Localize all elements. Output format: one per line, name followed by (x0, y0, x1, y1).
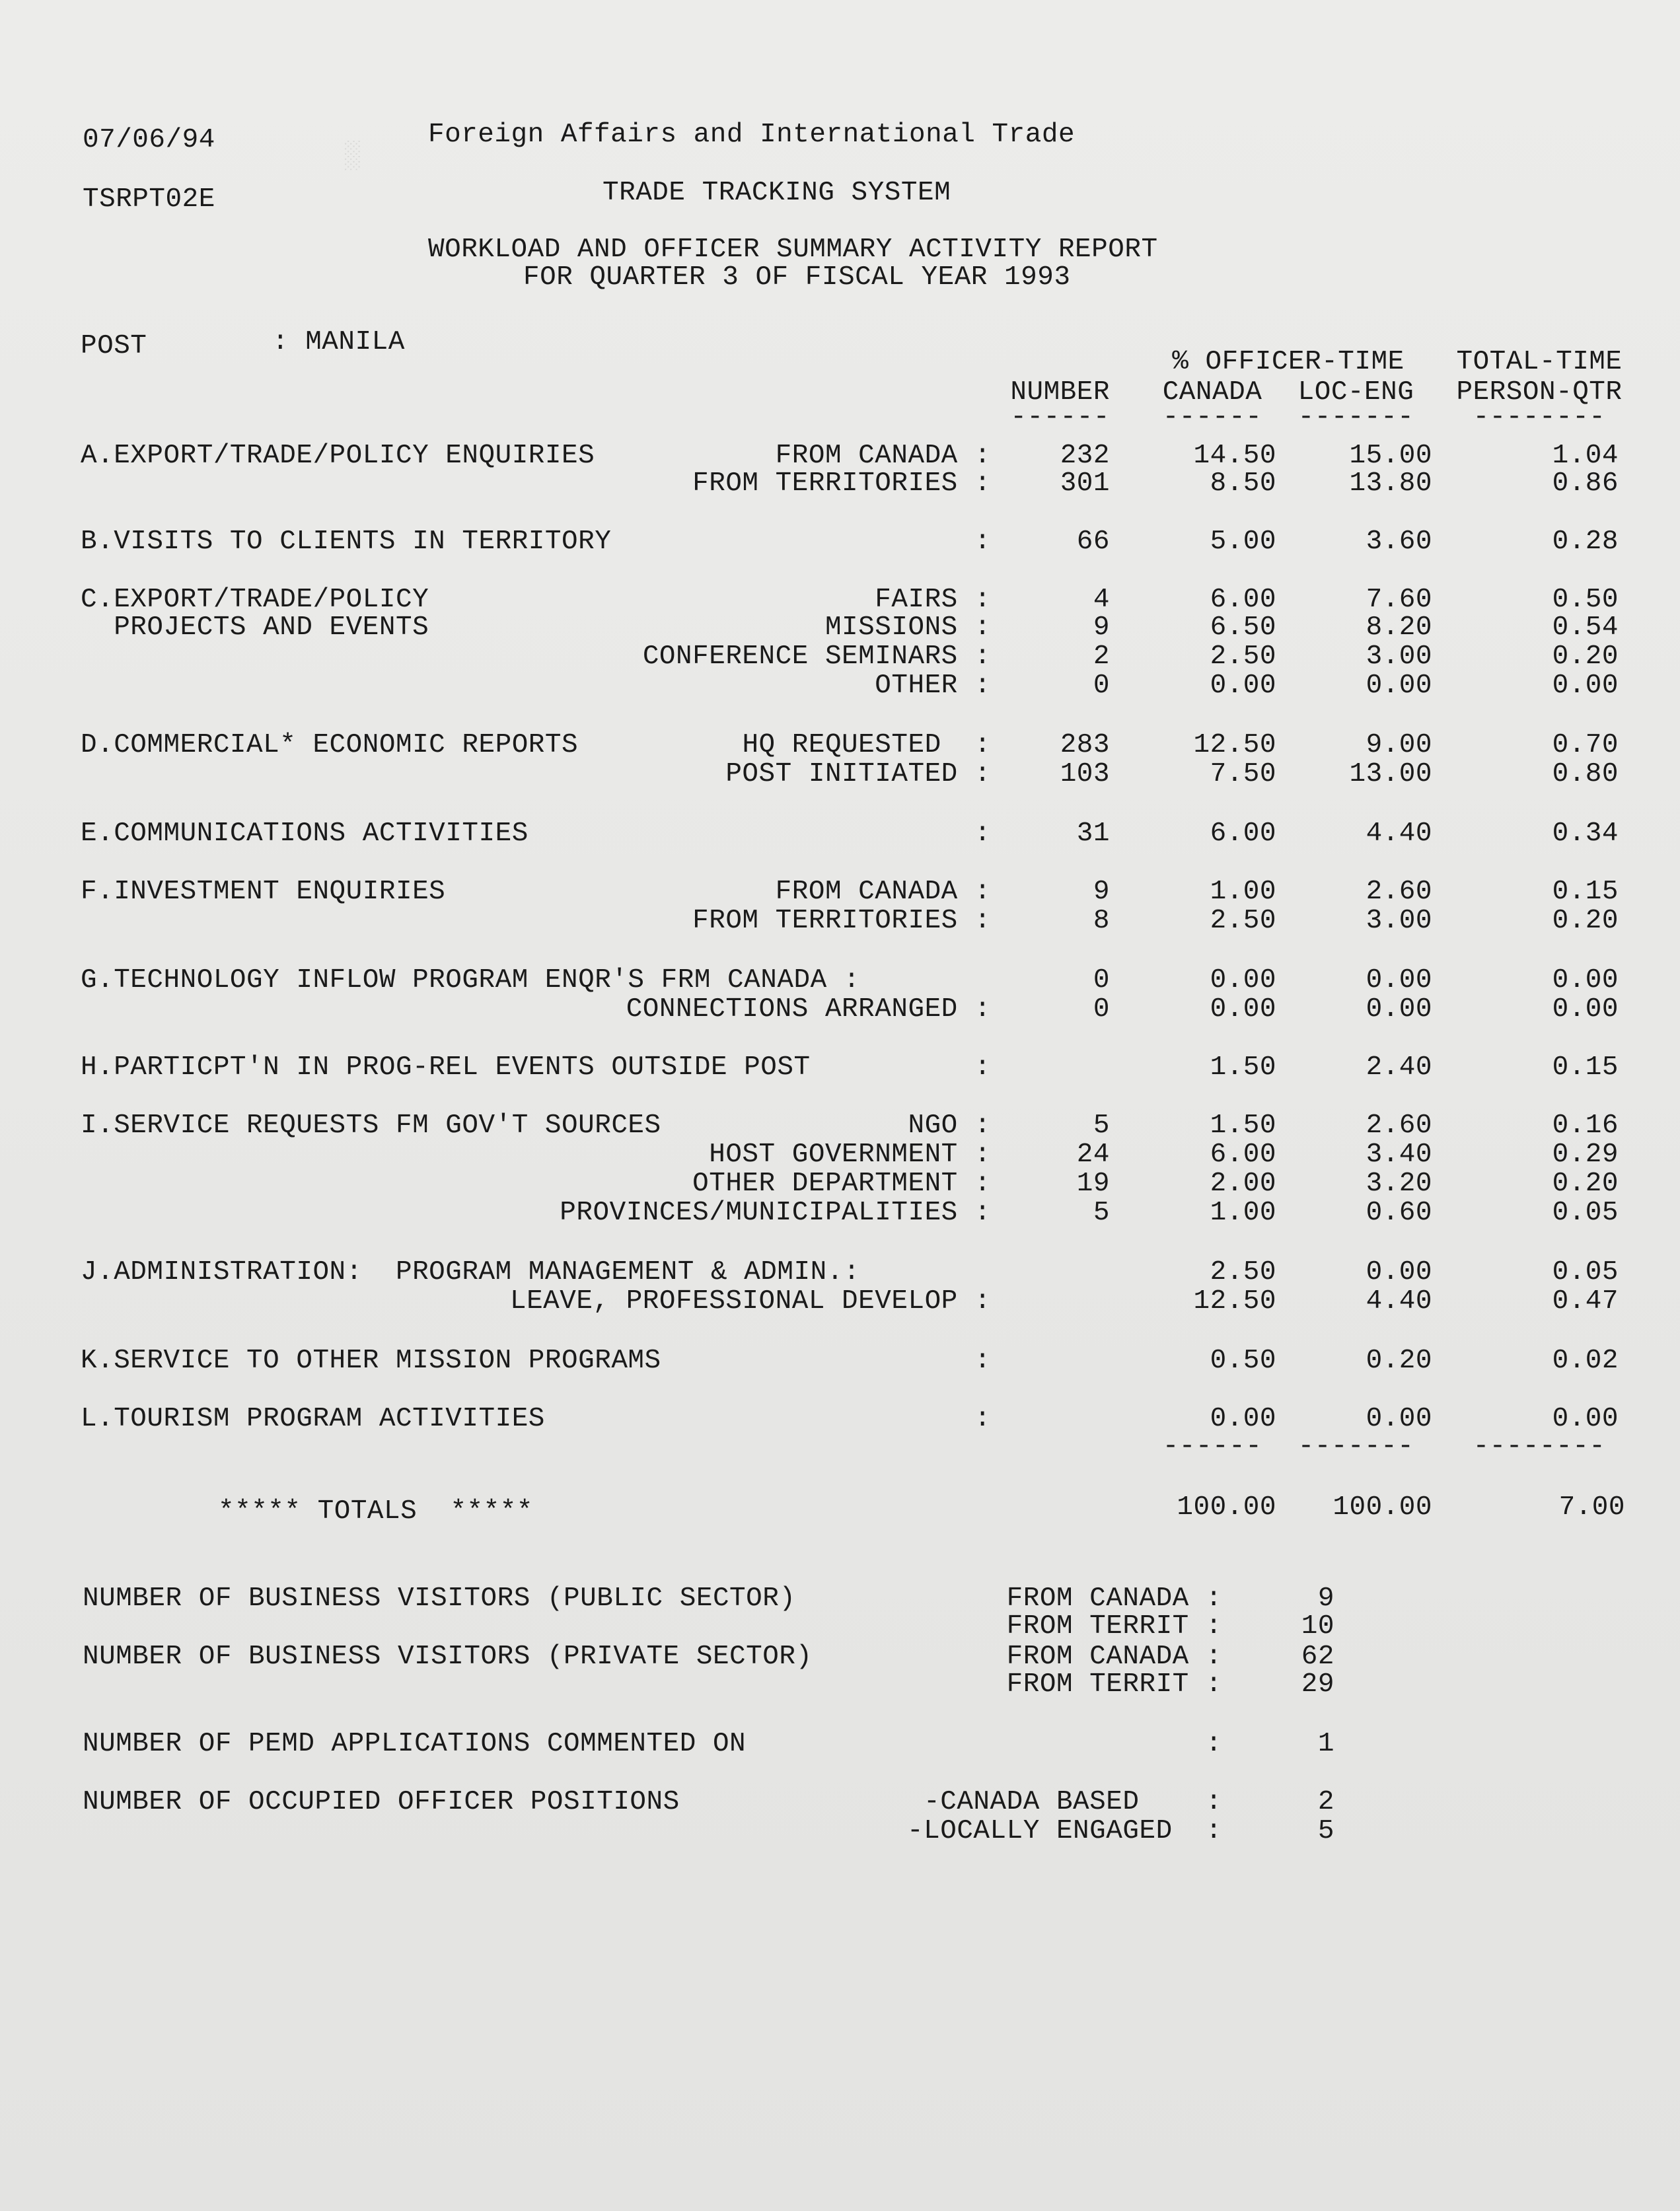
row-number: 31 (1076, 818, 1110, 849)
dash-number: ------ (1010, 402, 1110, 433)
row-number: 0 (1093, 994, 1110, 1025)
row-person-qtr: 0.34 (1552, 818, 1619, 849)
row-category: K.SERVICE TO OTHER MISSION PROGRAMS (81, 1346, 661, 1376)
row-subcategory: HQ REQUESTED : (742, 730, 991, 760)
report-period: FOR QUARTER 3 OF FISCAL YEAR 1993 (523, 262, 1071, 293)
row-canada-pct: 1.00 (1210, 877, 1276, 907)
row-number: 2 (1093, 641, 1110, 672)
row-person-qtr: 0.86 (1552, 468, 1619, 499)
summary-sublabel: FROM CANADA : (1006, 1642, 1222, 1672)
row-loc-eng-pct: 3.00 (1366, 641, 1432, 672)
report-date: 07/06/94 (83, 125, 215, 155)
summary-label: NUMBER OF OCCUPIED OFFICER POSITIONS (83, 1787, 680, 1817)
row-loc-eng-pct: 3.60 (1366, 526, 1432, 557)
row-loc-eng-pct: 0.60 (1366, 1198, 1432, 1228)
summary-value: 2 (1317, 1787, 1334, 1817)
row-category: I.SERVICE REQUESTS FM GOV'T SOURCES (81, 1110, 661, 1141)
row-category: L.TOURISM PROGRAM ACTIVITIES (81, 1404, 545, 1434)
row-canada-pct: 14.50 (1193, 441, 1276, 471)
row-number: 19 (1076, 1169, 1110, 1199)
row-loc-eng-pct: 0.00 (1366, 1404, 1432, 1434)
row-loc-eng-pct: 0.00 (1366, 1257, 1432, 1287)
row-person-qtr: 0.05 (1552, 1198, 1619, 1228)
row-subcategory: OTHER : (875, 671, 991, 701)
row-category: F.INVESTMENT ENQUIRIES (81, 877, 446, 907)
row-subcategory: OTHER DEPARTMENT : (692, 1169, 991, 1199)
column-canada: CANADA (1162, 377, 1262, 408)
row-loc-eng-pct: 4.40 (1366, 1286, 1432, 1317)
row-canada-pct: 2.50 (1210, 1257, 1276, 1287)
row-loc-eng-pct: 3.40 (1366, 1140, 1432, 1170)
row-subcategory: POST INITIATED : (725, 759, 991, 789)
post-value: : MANILA (272, 327, 405, 357)
row-canada-pct: 5.00 (1210, 526, 1276, 557)
system-name: TRADE TRACKING SYSTEM (603, 178, 951, 208)
row-canada-pct: 7.50 (1210, 759, 1276, 789)
column-loc-eng: LOC-ENG (1297, 377, 1414, 408)
row-number: 9 (1093, 612, 1110, 643)
row-subcategory: CONFERENCE SEMINARS : (642, 641, 991, 672)
row-loc-eng-pct: 2.60 (1366, 1110, 1432, 1141)
summary-sublabel: -LOCALLY ENGAGED : (907, 1816, 1222, 1846)
row-person-qtr: 1.04 (1552, 441, 1619, 471)
row-number: 0 (1093, 965, 1110, 996)
row-loc-eng-pct: 4.40 (1366, 818, 1432, 849)
row-subcategory: HOST GOVERNMENT : (709, 1140, 991, 1170)
dash-canada: ------ (1162, 402, 1262, 433)
row-category: A.EXPORT/TRADE/POLICY ENQUIRIES (81, 441, 595, 471)
row-person-qtr: 0.20 (1552, 1169, 1619, 1199)
row-canada-pct: 12.50 (1193, 1286, 1276, 1317)
row-canada-pct: 12.50 (1193, 730, 1276, 760)
row-category: G.TECHNOLOGY INFLOW PROGRAM ENQR'S FRM CANADA : (81, 965, 860, 996)
column-number: NUMBER (1010, 377, 1110, 408)
row-number: 5 (1093, 1198, 1110, 1228)
row-canada-pct: 2.50 (1210, 906, 1276, 936)
row-loc-eng-pct: 13.80 (1349, 468, 1432, 499)
summary-sublabel: FROM TERRIT : (1006, 1669, 1222, 1700)
row-subcategory: : (974, 1346, 991, 1376)
row-canada-pct: 6.00 (1210, 585, 1276, 615)
row-canada-pct: 2.00 (1210, 1169, 1276, 1199)
row-canada-pct: 6.00 (1210, 818, 1276, 849)
row-number: 5 (1093, 1110, 1110, 1141)
row-subcategory: : (974, 526, 991, 557)
totals-loc-eng: 100.00 (1333, 1492, 1432, 1523)
row-subcategory: PROVINCES/MUNICIPALITIES : (560, 1198, 991, 1228)
row-canada-pct: 0.50 (1210, 1346, 1276, 1376)
row-person-qtr: 0.70 (1552, 730, 1619, 760)
row-person-qtr: 0.02 (1552, 1346, 1619, 1376)
dash-loc-eng: ------- (1297, 402, 1414, 433)
row-subcategory: FROM TERRITORIES : (692, 906, 991, 936)
row-loc-eng-pct: 3.20 (1366, 1169, 1432, 1199)
department-name: Foreign Affairs and International Trade (428, 120, 1076, 150)
row-loc-eng-pct: 8.20 (1366, 612, 1432, 643)
row-subcategory: : (974, 1052, 991, 1083)
bleed-through: ░ (344, 141, 360, 172)
row-subcategory: : (974, 818, 991, 849)
summary-value: 5 (1317, 1816, 1334, 1846)
row-person-qtr: 0.16 (1552, 1110, 1619, 1141)
column-person-qtr: PERSON-QTR (1456, 377, 1623, 408)
row-category: H.PARTICPT'N IN PROG-REL EVENTS OUTSIDE POST (81, 1052, 811, 1083)
row-subcategory: FROM CANADA : (775, 441, 991, 471)
row-person-qtr: 0.47 (1552, 1286, 1619, 1317)
summary-value: 29 (1301, 1669, 1334, 1700)
summary-sublabel: FROM CANADA : (1006, 1583, 1222, 1614)
row-category: E.COMMUNICATIONS ACTIVITIES (81, 818, 529, 849)
row-number: 9 (1093, 877, 1110, 907)
row-number: 4 (1093, 585, 1110, 615)
row-loc-eng-pct: 2.40 (1366, 1052, 1432, 1083)
row-person-qtr: 0.15 (1552, 877, 1619, 907)
row-canada-pct: 0.00 (1210, 1404, 1276, 1434)
row-loc-eng-pct: 13.00 (1349, 759, 1432, 789)
report-id: TSRPT02E (83, 184, 215, 215)
row-person-qtr: 0.20 (1552, 641, 1619, 672)
row-category: D.COMMERCIAL* ECONOMIC REPORTS (81, 730, 579, 760)
row-subcategory: MISSIONS : (824, 612, 991, 643)
row-canada-pct: 1.50 (1210, 1052, 1276, 1083)
row-loc-eng-pct: 15.00 (1349, 441, 1432, 471)
row-person-qtr: 0.50 (1552, 585, 1619, 615)
row-subcategory: LEAVE, PROFESSIONAL DEVELOP : (509, 1286, 991, 1317)
report-title: WORKLOAD AND OFFICER SUMMARY ACTIVITY REPORT (428, 235, 1158, 265)
row-person-qtr: 0.15 (1552, 1052, 1619, 1083)
row-person-qtr: 0.29 (1552, 1140, 1619, 1170)
row-person-qtr: 0.05 (1552, 1257, 1619, 1287)
row-number: 8 (1093, 906, 1110, 936)
row-canada-pct: 1.50 (1210, 1110, 1276, 1141)
row-number: 301 (1060, 468, 1110, 499)
row-person-qtr: 0.80 (1552, 759, 1619, 789)
summary-label: NUMBER OF PEMD APPLICATIONS COMMENTED ON (83, 1729, 747, 1759)
row-number: 66 (1076, 526, 1110, 557)
row-subcategory: FROM CANADA : (775, 877, 991, 907)
row-canada-pct: 1.00 (1210, 1198, 1276, 1228)
row-loc-eng-pct: 2.60 (1366, 877, 1432, 907)
row-person-qtr: 0.00 (1552, 671, 1619, 701)
summary-value: 1 (1317, 1729, 1334, 1759)
row-loc-eng-pct: 0.20 (1366, 1346, 1432, 1376)
row-category: J.ADMINISTRATION: PROGRAM MANAGEMENT & ADMIN.: (81, 1257, 860, 1287)
row-person-qtr: 0.00 (1552, 1404, 1619, 1434)
row-number: 283 (1060, 730, 1110, 760)
summary-value: 9 (1317, 1583, 1334, 1614)
summary-value: 62 (1301, 1642, 1334, 1672)
row-canada-pct: 6.50 (1210, 612, 1276, 643)
row-subcategory: : (974, 1404, 991, 1434)
column-group-officer-time: % OFFICER-TIME (1172, 347, 1405, 377)
post-label: POST (81, 331, 147, 361)
row-number: 0 (1093, 671, 1110, 701)
row-category: PROJECTS AND EVENTS (81, 612, 429, 643)
row-person-qtr: 0.00 (1552, 994, 1619, 1025)
row-loc-eng-pct: 9.00 (1366, 730, 1432, 760)
summary-label: NUMBER OF BUSINESS VISITORS (PRIVATE SECTOR) (83, 1642, 813, 1672)
row-subcategory: FAIRS : (875, 585, 991, 615)
row-number: 24 (1076, 1140, 1110, 1170)
summary-sublabel: -CANADA BASED : (924, 1787, 1222, 1817)
column-group-total-time: TOTAL-TIME (1456, 347, 1623, 377)
summary-value: 10 (1301, 1611, 1334, 1642)
totals-dash-person-qtr: -------- (1473, 1432, 1606, 1462)
row-subcategory: NGO : (908, 1110, 991, 1141)
row-number: 103 (1060, 759, 1110, 789)
totals-canada: 100.00 (1177, 1492, 1276, 1523)
totals-dash-loc-eng: ------- (1297, 1432, 1414, 1462)
row-loc-eng-pct: 0.00 (1366, 671, 1432, 701)
row-canada-pct: 2.50 (1210, 641, 1276, 672)
row-person-qtr: 0.00 (1552, 965, 1619, 996)
row-loc-eng-pct: 0.00 (1366, 994, 1432, 1025)
row-canada-pct: 0.00 (1210, 671, 1276, 701)
totals-dash-canada: ------ (1162, 1432, 1262, 1462)
row-subcategory: FROM TERRITORIES : (692, 468, 991, 499)
summary-sublabel: FROM TERRIT : (1006, 1611, 1222, 1642)
summary-label: NUMBER OF BUSINESS VISITORS (PUBLIC SECTOR) (83, 1583, 796, 1614)
row-canada-pct: 6.00 (1210, 1140, 1276, 1170)
row-number: 232 (1060, 441, 1110, 471)
row-loc-eng-pct: 3.00 (1366, 906, 1432, 936)
row-loc-eng-pct: 0.00 (1366, 965, 1432, 996)
summary-sublabel: : (1205, 1729, 1222, 1759)
totals-label: ***** TOTALS ***** (218, 1496, 533, 1527)
row-person-qtr: 0.20 (1552, 906, 1619, 936)
dash-person-qtr: -------- (1473, 402, 1606, 433)
row-category: C.EXPORT/TRADE/POLICY (81, 585, 429, 615)
row-person-qtr: 0.28 (1552, 526, 1619, 557)
row-canada-pct: 0.00 (1210, 994, 1276, 1025)
row-subcategory: CONNECTIONS ARRANGED : (626, 994, 991, 1025)
row-canada-pct: 8.50 (1210, 468, 1276, 499)
row-person-qtr: 0.54 (1552, 612, 1619, 643)
totals-person-qtr: 7.00 (1558, 1492, 1625, 1523)
row-category: B.VISITS TO CLIENTS IN TERRITORY (81, 526, 612, 557)
row-canada-pct: 0.00 (1210, 965, 1276, 996)
row-loc-eng-pct: 7.60 (1366, 585, 1432, 615)
